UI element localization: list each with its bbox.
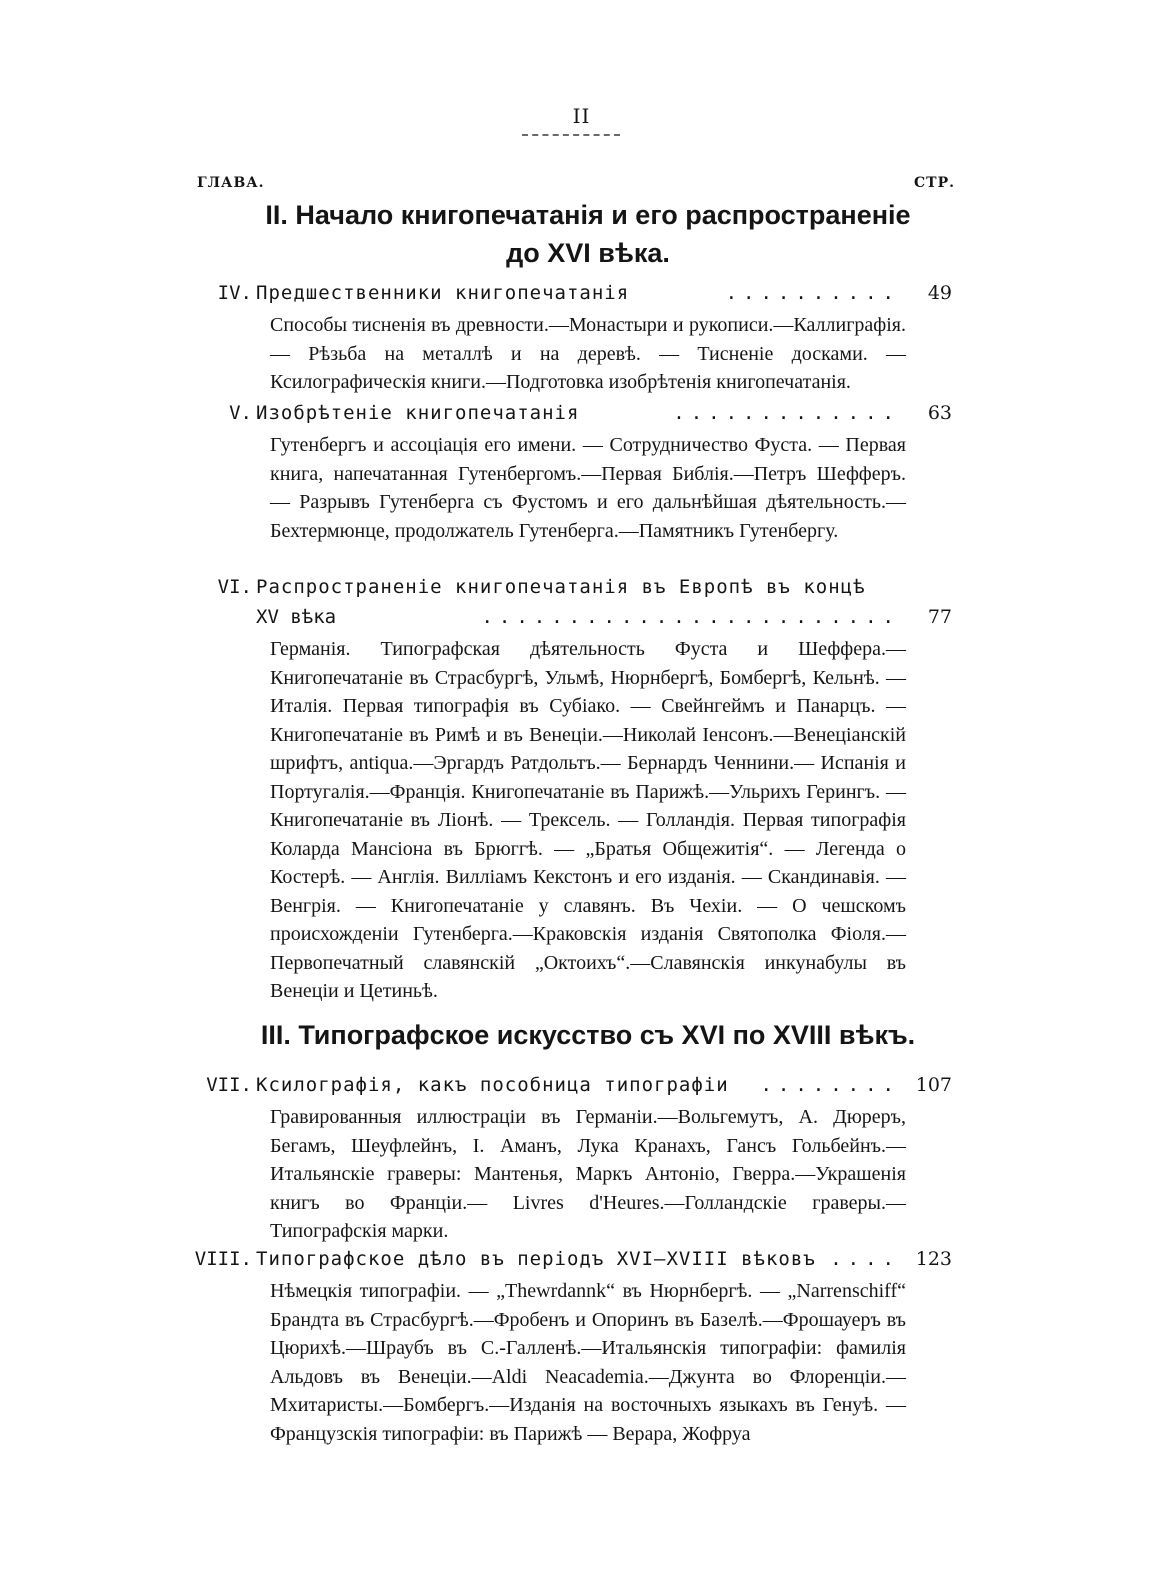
chapter-summary: Способы тисненія въ древности.—Монастыри и рукописи.—Каллиграфія.— Рѣзьба на металлѣ и на деревѣ. — Тисненіе досками. — Ксилографическія книги.—Подготовка изобрѣтенія книгопечатанія. [270,314,906,393]
chapter-number: VII. [206,1074,252,1096]
chapter-title: Типографское дѣло въ періодъ XVI—XVIII вѣковъ [256,1248,816,1270]
toc-entry-vii [190,1070,952,1246]
chapter-title: Изобрѣтеніе книгопечатанія [256,402,580,424]
chapter-number: V. [229,402,252,424]
toc-entry-v [190,398,952,545]
part-title-line: до XVI вѣка. [506,238,670,268]
chapter-number: VI. [217,576,252,598]
header-rule [522,134,620,136]
toc-entry-vi [190,572,952,1006]
chapter-number: IV. [217,282,252,304]
chapter-summary: Германія. Типографская дѣятельность Фуста и Шеффера.—Книгопечатаніе въ Страсбургѣ, Ульмѣ, Нюрнбергѣ, Бомбергѣ, Кельнѣ. — Италія. Первая типографія въ Субіако. — Свейнгеймъ и Панарцъ. — Книгопечатаніе въ Римѣ и въ Венеціи.—Николай Іенсонъ.—Венеціанскій шрифтъ, antiqua.—Эргардъ Ратдольтъ.— Бернардъ Ченнини.— Испанія и Португалія.—Франція. Книгопечатаніе въ Парижѣ.—Ульрихъ Герингъ. — Книгопечатаніе въ Ліонѣ. — Трексель. — Голландія. Первая типографія Коларда Мансіона въ Брюггѣ. — „Братья Общежитія“. — Легенда о Костерѣ. — Англія. Вилліамъ Кекстонъ и его изданія. — Скандинавія. — Венгрія. — Книгопечатаніе у славянъ. Въ Чехіи. — О чешскомъ происхожденіи Гутенберга.—Краковскія изданія Святополка Фіоля.—Первопечатный славянскій „Октоихъ“.—Славянскія инкунабулы въ Венеціи и Цетиньѣ. [270,638,906,1002]
leader-dots: ........................ [481,606,900,628]
page-ref: 49 [927,282,952,304]
chapter-column-header: ГЛАВА. [197,175,265,191]
toc-entry-viii [190,1244,952,1448]
page-number: II [572,104,591,128]
part-title-line: II. Начало книгопечатанія и его распространеніе [265,200,911,230]
leader-dots: .... [830,1248,900,1270]
leader-dots: .......... [725,282,900,304]
leader-dots: ........ [760,1074,900,1096]
chapter-title: Распространеніе книгопечатанія въ Европѣ въ концѣ [256,576,866,598]
entry-heading-continued [190,602,952,632]
entry-heading [190,278,952,308]
chapter-title: Предшественники книгопечатанія [256,282,630,304]
chapter-summary: Нѣмецкія типографіи. — „Thewrdannk“ въ Нюрнбергѣ. — „Narrenschiff“ Брандта въ Страсбургѣ.—Фробенъ и Опоринъ въ Базелѣ.—Фрошауеръ въ Цюрихѣ.—Шраубъ въ С.-Галленѣ.—Итальянскія типографіи: фамилія Альдовъ въ Венеціи.—Aldi Neacademia.—Джунта во Флоренціи.—Мхитаристы.—Бомбергъ.—Изданія на восточныхъ языкахъ въ Генуѣ. — Французскія типографіи: въ Парижѣ — Верара, Жофруа [270,1280,906,1445]
chapter-number: VIII. [194,1248,252,1270]
entry-heading [190,572,952,602]
chapter-summary: Гутенбергъ и ассоціація его имени. — Сотрудничество Фуста. — Первая книга, напечатанная Гутенбергомъ.—Первая Библія.—Петръ Шефферъ. — Разрывъ Гутенберга съ Фустомъ и его дальнѣйшая дѣятельность.—Бехтермюнце, продолжатель Гутенберга.—Памятникъ Гутенбергу. [270,434,906,542]
entry-heading [190,398,952,428]
page-ref: 63 [927,402,952,424]
part-heading-2 [230,196,946,272]
chapter-summary: Гравированныя иллюстраціи въ Германіи.—Вольгемутъ, А. Дюреръ, Бегамъ, Шеуфлейнъ, І. Аманъ, Лука Кранахъ, Гансъ Гольбейнъ.— Итальянскіе граверы: Мантенья, Маркъ Антоніо, Гверра.—Украшенія книгъ во Франціи.— Livres d'Heures.—Голландскіе граверы.—Типографскія марки. [270,1106,906,1242]
page-ref: 77 [927,606,952,628]
entry-heading [190,1070,952,1100]
chapter-title: Ксилографія, какъ пособница типографіи [256,1074,729,1096]
page-ref: 107 [915,1074,952,1096]
chapter-title-continued: XV вѣка [256,606,337,628]
toc-entry-iv [190,278,952,397]
leader-dots: ............. [673,402,900,424]
page-ref: 123 [915,1248,952,1270]
part-title-line: III. Типографское искусство съ XVI по XVIII вѣкъ. [260,1020,916,1050]
page-column-header: СТР. [914,175,955,191]
entry-heading [190,1244,952,1274]
part-heading-3 [230,1016,946,1054]
